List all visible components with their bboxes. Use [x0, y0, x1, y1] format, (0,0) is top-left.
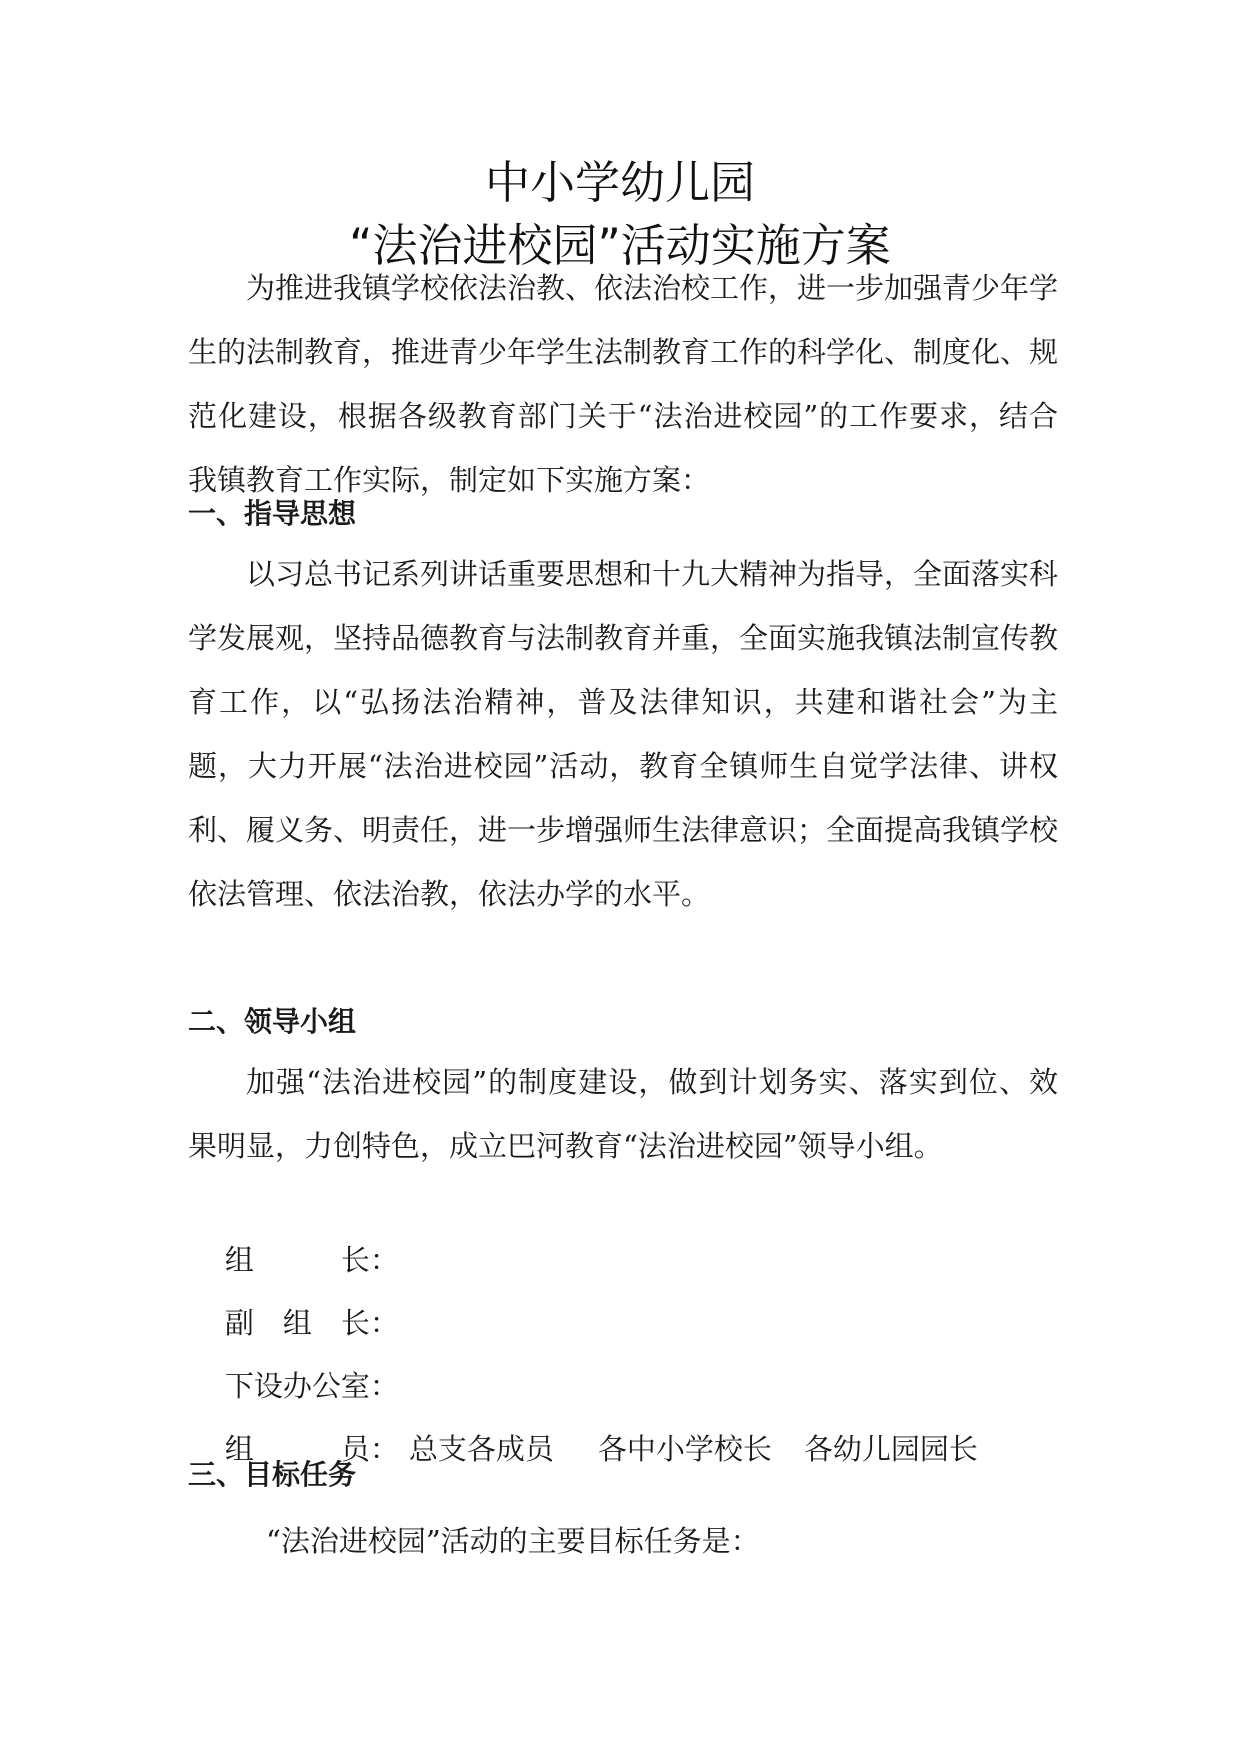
section-2-body: 加强“法治进校园”的制度建设，做到计划务实、落实到位、效果明显，力创特色，成立巴河教育“法治进校园”领导小组。: [188, 1065, 1058, 1163]
member-item: 各幼儿园园长: [803, 1432, 978, 1466]
section-3-heading: 三、目标任务: [188, 1458, 357, 1491]
section-1-body: 以习总书记系列讲话重要思想和十九大精神为指导，全面落实科学发展观，坚持品德教育与法制教育并重，全面实施我镇法制宣传教育工作，以“弘扬法治精神，普及法律知识，共建和谐社会”为主题，大力开展“法治进校园”活动，教育全镇师生自觉学法律、讲权利、履义务、明责任，进一步增强师生法律意识；全面提高我镇学校依法管理、依法治教，依法办学的水平。: [188, 557, 1059, 911]
deputy-leader-label: 副 组 长：: [224, 1306, 399, 1340]
section-1-heading: 一、指导思想: [188, 497, 357, 530]
section-3-body: “法治进校园”活动的主要目标任务是：: [266, 1524, 760, 1558]
document-title-line-1: 中小学幼儿园: [484, 156, 755, 209]
office-label: 下设办公室：: [224, 1369, 399, 1403]
section-2-heading: 二、领导小组: [188, 1005, 357, 1038]
intro-paragraph: 为推进我镇学校依法治教、依法治校工作，进一步加强青少年学生的法制教育，推进青少年学生法制教育工作的科学化、制度化、规范化建设，根据各级教育部门关于“法治进校园”的工作要求，结合我镇教育工作实际，制定如下实施方案：: [188, 271, 1059, 497]
leader-label: 组 长：: [224, 1243, 399, 1277]
members-label: 组 员：: [224, 1432, 399, 1466]
member-item: 总支各成员: [408, 1432, 554, 1466]
member-item: 各中小学校长: [597, 1432, 772, 1466]
document-title-line-2: “法治进校园”活动实施方案: [349, 219, 891, 272]
